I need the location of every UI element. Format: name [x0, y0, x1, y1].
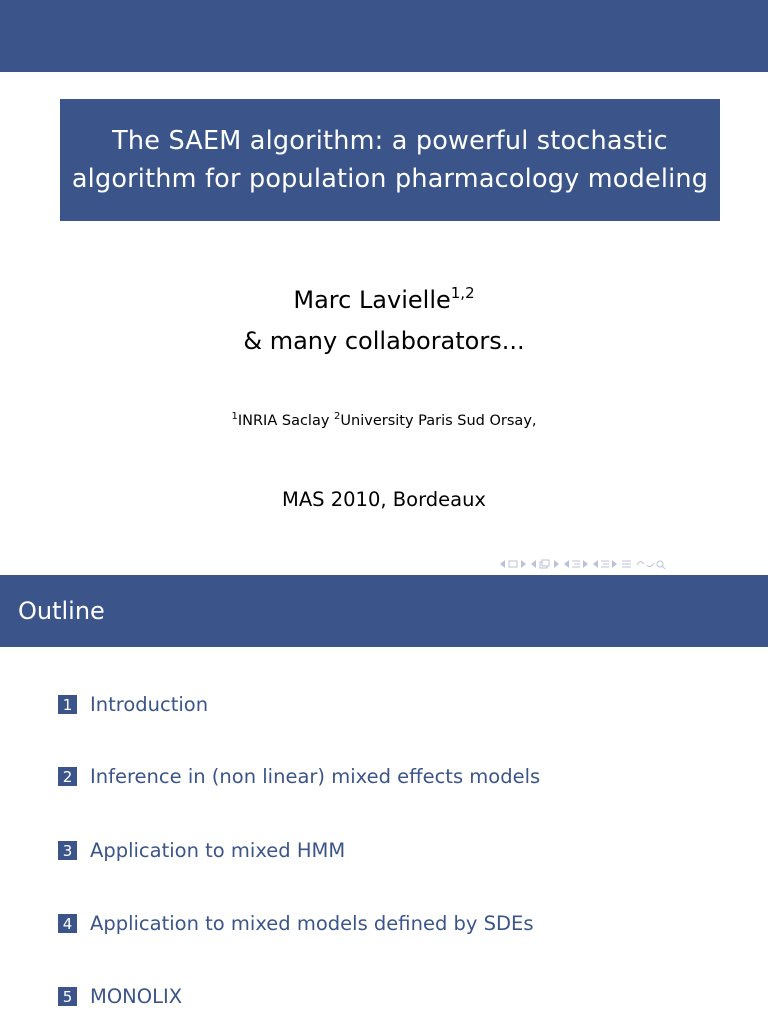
toc-item-label[interactable]: MONOLIX: [90, 985, 183, 1008]
toc-number-badge: 1: [58, 695, 77, 714]
nav-frame-icon[interactable]: [508, 560, 518, 568]
nav-section-icon[interactable]: [572, 559, 580, 569]
author-affiliation-marks: 1,2: [450, 284, 475, 302]
toc-item-introduction[interactable]: [58, 693, 208, 716]
nav-back-search-icon[interactable]: [636, 559, 666, 569]
toc-item-label[interactable]: Inference in (non linear) mixed effects models: [90, 765, 541, 788]
nav-subsection-right-arrow-icon[interactable]: [553, 560, 559, 568]
affiliations: [0, 413, 768, 429]
author-block: [0, 280, 768, 362]
toc-item-label[interactable]: Introduction: [90, 693, 209, 716]
navigation-bar: [500, 556, 666, 572]
event-line: MAS 2010, Bordeaux: [282, 488, 486, 511]
nav-section-left-arrow-icon-2[interactable]: [593, 560, 599, 568]
nav-subsection-left-arrow-icon[interactable]: [531, 560, 537, 568]
collaborators-line: & many collaborators...: [243, 327, 525, 355]
toc-item-sdes[interactable]: [58, 912, 534, 935]
nav-section-left-arrow-icon[interactable]: [564, 560, 570, 568]
nav-frame-left-arrow-icon[interactable]: [500, 560, 506, 568]
nav-subsection-group: [531, 559, 559, 569]
header-bar: [0, 0, 768, 72]
affiliation-2: University Paris Sud Orsay,: [340, 413, 537, 429]
toc-item-mixed-hmm[interactable]: [58, 839, 345, 862]
affiliation-mark-1: 1: [231, 411, 238, 422]
nav-subsection-icon[interactable]: [539, 559, 551, 569]
toc-item-monolix[interactable]: [58, 985, 182, 1008]
nav-section-right-arrow-icon-2[interactable]: [611, 560, 617, 568]
nav-document-icon[interactable]: [622, 559, 631, 569]
frame-title: Outline: [18, 597, 105, 625]
nav-frame-group: [500, 560, 526, 568]
toc-number-badge: 3: [58, 841, 77, 860]
author-name: Marc Lavielle: [293, 286, 451, 314]
title-line-1: The SAEM algorithm: a powerful stochastic: [112, 126, 668, 156]
affiliation-mark-2: 2: [334, 411, 341, 422]
title-line-2: algorithm for population pharmacology modeling: [71, 164, 709, 194]
toc-number-badge: 2: [58, 767, 77, 786]
nav-frame-right-arrow-icon[interactable]: [520, 560, 526, 568]
frame-title-bar: [0, 575, 768, 647]
author-line: [0, 280, 768, 321]
toc-item-label[interactable]: Application to mixed models defined by SDEs: [90, 912, 534, 935]
nav-section-group-a: [564, 559, 588, 569]
nav-section-icon-2[interactable]: [601, 559, 609, 569]
nav-section-group-b: [593, 559, 617, 569]
title-box: [60, 99, 720, 221]
toc-number-badge: 4: [58, 914, 77, 933]
toc-number-badge: 5: [58, 987, 77, 1006]
toc-item-inference[interactable]: [58, 765, 540, 788]
toc-item-label[interactable]: Application to mixed HMM: [90, 839, 346, 862]
outline-slide: [0, 575, 768, 1024]
nav-section-right-arrow-icon[interactable]: [582, 560, 588, 568]
affiliation-1: INRIA Saclay: [237, 413, 335, 429]
